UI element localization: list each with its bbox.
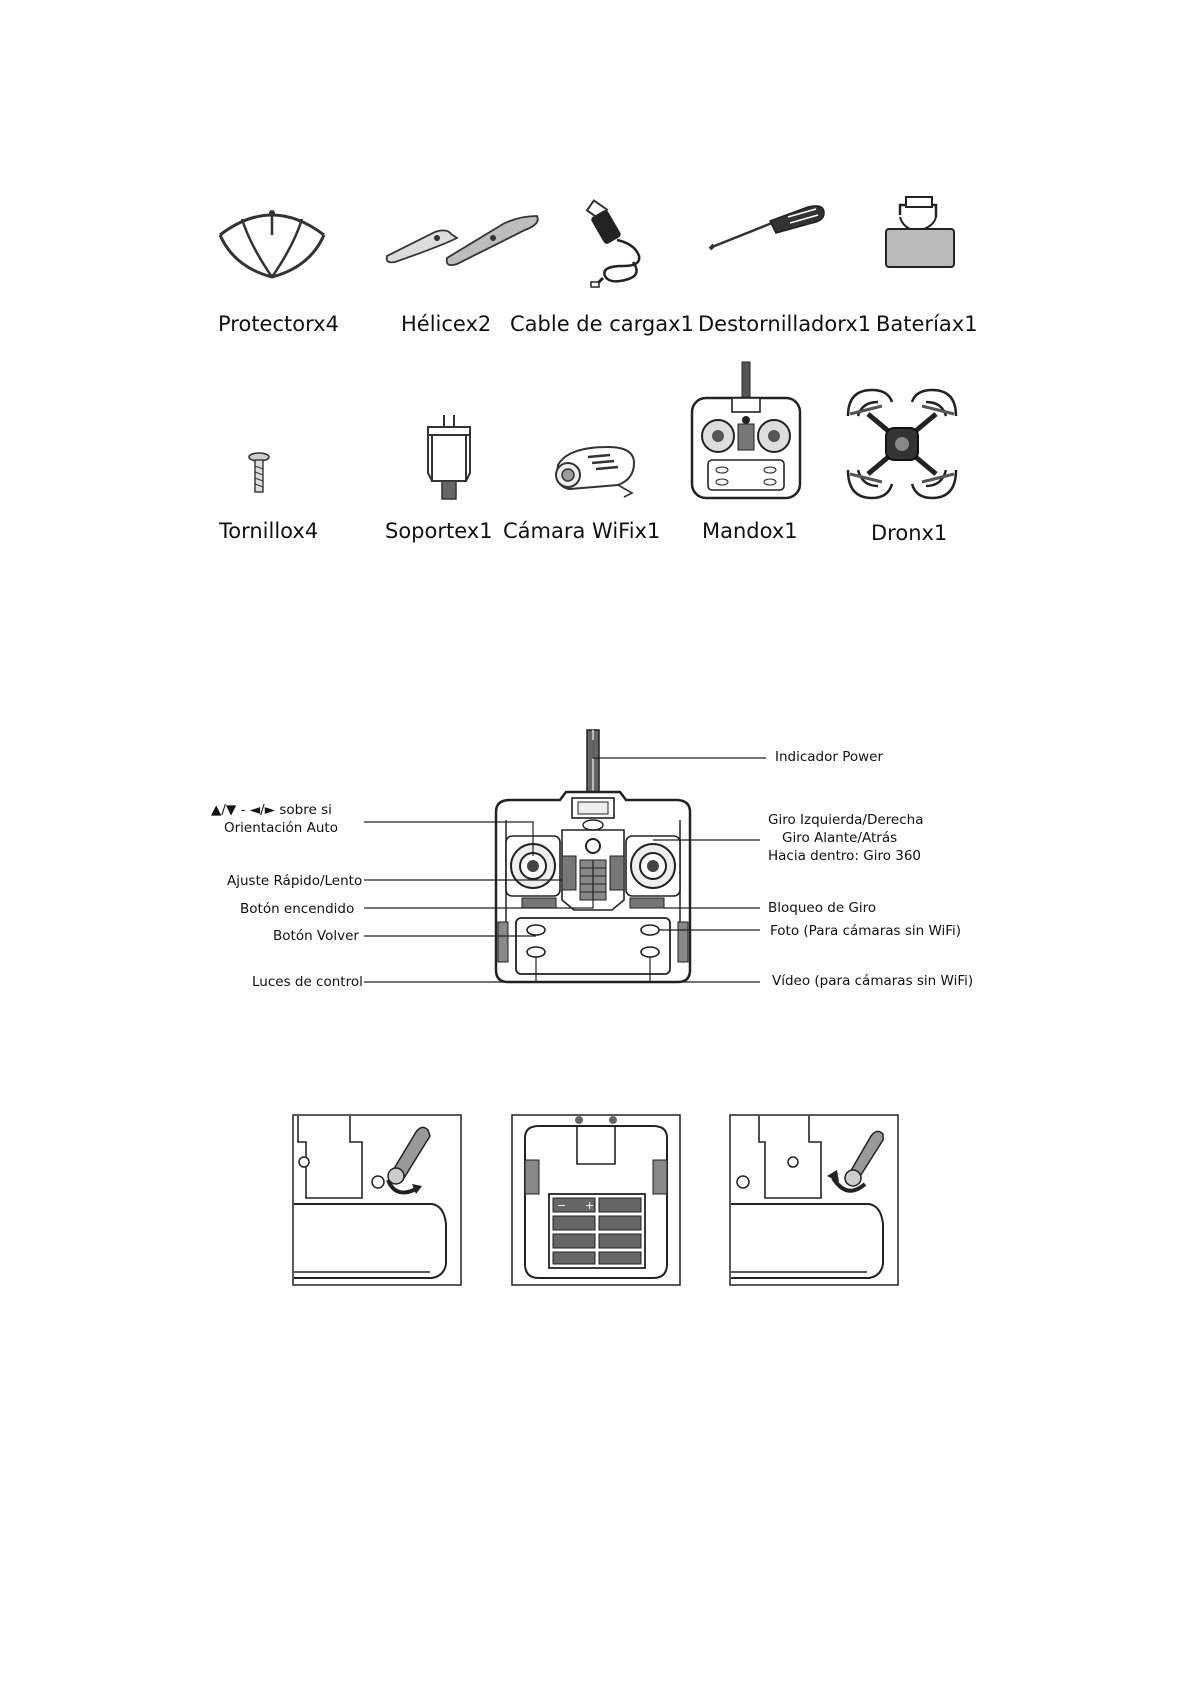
callout-stick-line3: Hacia dentro: Giro 360 <box>768 848 922 864</box>
part-label-wifi-camera: Cámara WiFix1 <box>503 519 661 543</box>
callout-stick-line1: Giro Izquierda/Derecha <box>768 812 924 828</box>
battery-sign-minus: − <box>557 1199 567 1212</box>
part-label-propeller: Hélicex2 <box>401 312 492 336</box>
callout-control-lights: Luces de control <box>252 974 363 990</box>
part-label-screwdriver: Destornilladorx1 <box>698 312 872 336</box>
callout-orientation-line2: Orientación Auto <box>224 820 338 836</box>
callout-rotation-lock: Bloqueo de Giro <box>768 900 877 916</box>
part-label-protector: Protectorx4 <box>218 312 339 336</box>
part-label-drone: Dronx1 <box>871 521 948 545</box>
callout-power-indicator: Indicador Power <box>775 749 884 765</box>
part-label-battery: Bateríax1 <box>876 312 978 336</box>
battery-compartment-icon <box>511 1114 681 1286</box>
callout-stick-line2: Giro Alante/Atrás <box>782 830 898 846</box>
battery-sign-plus: + <box>585 1199 595 1212</box>
callout-video-button: Vídeo (para cámaras sin WiFi) <box>772 973 974 989</box>
battery-cover-open-icon <box>292 1114 462 1286</box>
callout-return-button: Botón Volver <box>273 928 359 944</box>
callout-power-button: Botón encendido <box>240 901 355 917</box>
part-label-mount: Soportex1 <box>385 519 493 543</box>
battery-cover-close-icon <box>729 1114 899 1286</box>
part-label-charging-cable: Cable de cargax1 <box>510 312 694 336</box>
callout-orientation-line1: ▲/▼ - ◄/► sobre si <box>211 802 332 818</box>
callout-photo-button: Foto (Para cámaras sin WiFi) <box>770 923 962 939</box>
callout-speed-toggle: Ajuste Rápido/Lento <box>227 873 363 889</box>
part-label-screw: Tornillox4 <box>219 519 319 543</box>
part-label-controller: Mandox1 <box>702 519 798 543</box>
